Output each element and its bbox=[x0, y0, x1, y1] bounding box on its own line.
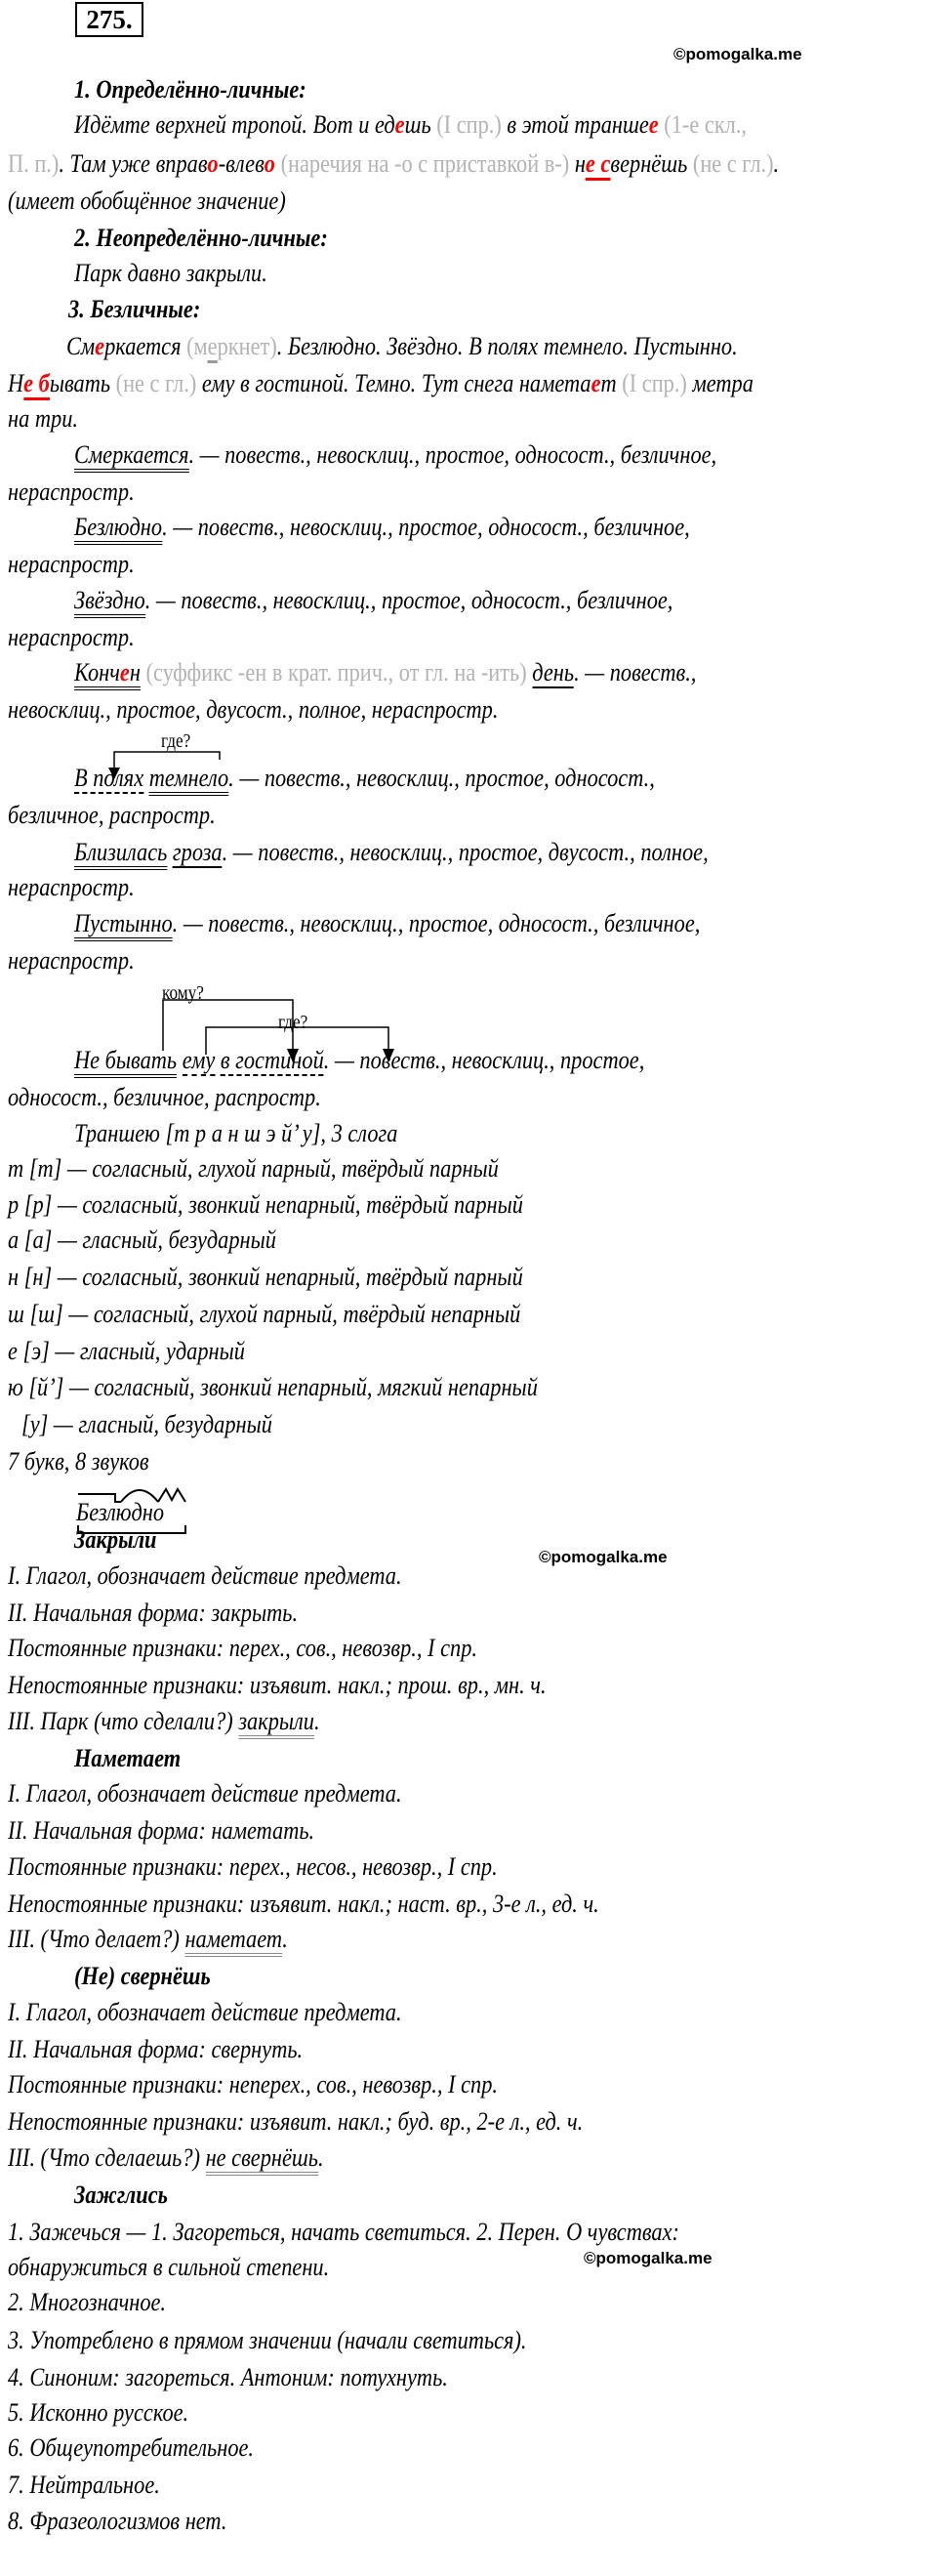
analysis-line: Звёздно. — повеств., невосклиц., простое, односост., безличное, bbox=[74, 585, 672, 616]
section-heading-definite-personal: 1. Определённо-личные: bbox=[74, 75, 306, 104]
phonetic-row: ш [ш] — согласный, глухой парный, твёрдый непарный bbox=[8, 1300, 521, 1328]
analysis-line: безличное, распростр. bbox=[8, 801, 216, 829]
analysis-line: Близилась гроза. — повеств., невосклиц., простое, двусост., полное, bbox=[74, 837, 709, 868]
verb-heading: Наметает bbox=[74, 1744, 182, 1772]
phonetic-row: т [т] — согласный, глухой парный, твёрдый парный bbox=[8, 1154, 499, 1183]
phonetic-row: [у] — гласный, безударный bbox=[21, 1410, 272, 1438]
phonetic-row: а [а] — гласный, безударный bbox=[8, 1226, 276, 1254]
sentence-line: П. п.). Там уже вправо-влево (наречия на -о с приставкой в-) не свернёшь (не с гл.). bbox=[8, 148, 779, 180]
question-label: где? bbox=[278, 1012, 308, 1033]
analysis-line: нераспростр. bbox=[8, 478, 135, 506]
analysis-line: Пустынно. — повеств., невосклиц., простое, односост., безличное, bbox=[74, 908, 700, 939]
analysis-line: Не бывать ему в гостиной. — повеств., невосклиц., простое, bbox=[74, 1045, 644, 1076]
morph-line: Непостоянные признаки: изъявит. накл.; прош. вр., мн. ч. bbox=[8, 1671, 547, 1699]
task-number: 275. bbox=[75, 2, 143, 37]
lexical-item: 6. Общеупотребительное. bbox=[8, 2433, 255, 2462]
question-label: кому? bbox=[162, 982, 204, 1004]
morph-line: Постоянные признаки: неперех., сов., невозвр., I спр. bbox=[8, 2070, 498, 2098]
morph-line: Постоянные признаки: перех., несов., невозвр., I спр. bbox=[8, 1852, 498, 1881]
question-label: где? bbox=[161, 730, 191, 752]
morph-line: II. Начальная форма: закрыть. bbox=[8, 1599, 299, 1627]
phonetic-row: р [р] — согласный, звонкий непарный, твёрдый парный bbox=[8, 1190, 523, 1219]
watermark: ©pomogalka.me bbox=[584, 2249, 713, 2267]
morph-line: Непостоянные признаки: изъявит. накл.; наст. вр., 3-е л., ед. ч. bbox=[8, 1890, 599, 1918]
verb-heading: Закрыли bbox=[74, 1525, 157, 1554]
phonetic-title: Траншею [т р а н ш э й’ у], 3 слога bbox=[74, 1119, 398, 1147]
section-heading-indefinite-personal: 2. Неопределённо-личные: bbox=[74, 224, 328, 252]
sentence-line: Смеркается (меркнет). Безлюдно. Звёздно. В полях темнело. Пустынно. bbox=[66, 331, 738, 362]
sentence-line: (имеет обобщённое значение) bbox=[8, 187, 286, 215]
analysis-line: нераспростр. bbox=[8, 623, 135, 651]
lexical-item: 2. Многозначное. bbox=[8, 2288, 167, 2316]
analysis-line: Смеркается. — повеств., невосклиц., простое, односост., безличное, bbox=[74, 439, 716, 471]
phonetic-summary: 7 букв, 8 звуков bbox=[8, 1447, 149, 1475]
analysis-line: Кончен (суффикс -ен в крат. прич., от гл. на -ить) день. — повеств., bbox=[74, 657, 696, 688]
phonetic-row: е [э] — гласный, ударный bbox=[8, 1337, 245, 1365]
lexical-item: 5. Исконно русское. bbox=[8, 2398, 189, 2427]
lexical-item: 4. Синоним: загореться. Антоним: потухнуть. bbox=[8, 2363, 448, 2391]
sentence-line: Идёмте верхней тропой. Вот и едешь (I спр.) в этой траншее (1-е скл., bbox=[74, 110, 748, 139]
morph-line: Непостоянные признаки: изъявит. накл.; буд. вр., 2-е л., ед. ч. bbox=[8, 2107, 584, 2136]
morph-line: II. Начальная форма: свернуть. bbox=[8, 2035, 304, 2063]
sentence-line: Не бывать (не с гл.) ему в гостиной. Темно. Тут снега наметает (I спр.) метра bbox=[8, 368, 754, 399]
lexical-item: 3. Употреблено в прямом значении (начали светиться). bbox=[8, 2326, 527, 2354]
analysis-line: Безлюдно. — повеств., невосклиц., простое, односост., безличное, bbox=[74, 512, 690, 543]
verb-heading: (Не) свернёшь bbox=[74, 1962, 211, 1990]
morph-line: I. Глагол, обозначает действие предмета. bbox=[8, 1998, 402, 2026]
morph-line: Постоянные признаки: перех., сов., невозвр., I спр. bbox=[8, 1634, 477, 1662]
morph-line: III. (Что делает?) наметает. bbox=[8, 1924, 288, 1955]
morph-line: III. Парк (что сделали?) закрыли. bbox=[8, 1706, 320, 1737]
morph-line: I. Глагол, обозначает действие предмета. bbox=[8, 1561, 402, 1590]
section-heading-impersonal: 3. Безличные: bbox=[68, 295, 201, 323]
morph-line: III. (Что сделаешь?) не свернёшь. bbox=[8, 2142, 324, 2174]
lexical-item: 7. Нейтральное. bbox=[8, 2471, 160, 2499]
morph-line: II. Начальная форма: наметать. bbox=[8, 1816, 315, 1845]
lexical-item: обнаружиться в сильной степени. bbox=[8, 2253, 330, 2281]
analysis-line: односост., безличное, распростр. bbox=[8, 1083, 321, 1111]
analysis-line: нераспростр. bbox=[8, 946, 135, 975]
lexical-heading: Зажглись bbox=[74, 2181, 168, 2209]
phonetic-row: н [н] — согласный, звонкий непарный, твёрдый парный bbox=[8, 1263, 523, 1291]
sentence-line: на три. bbox=[8, 404, 78, 433]
analysis-line: невосклиц., простое, двусост., полное, нераспростр. bbox=[8, 695, 499, 724]
morph-line: I. Глагол, обозначает действие предмета. bbox=[8, 1779, 402, 1807]
analysis-line: нераспростр. bbox=[8, 873, 135, 901]
morpheme-word: Безлюдно bbox=[76, 1498, 165, 1526]
watermark: ©pomogalka.me bbox=[539, 1548, 668, 1566]
analysis-line: В полях темнело. — повеств., невосклиц., простое, односост., bbox=[74, 763, 655, 794]
sentence-line: Парк давно закрыли. bbox=[74, 259, 267, 287]
lexical-item: 8. Фразеологизмов нет. bbox=[8, 2507, 227, 2535]
analysis-line: нераспростр. bbox=[8, 550, 135, 578]
watermark: ©pomogalka.me bbox=[673, 45, 802, 63]
phonetic-row: ю [й’] — согласный, звонкий непарный, мягкий непарный bbox=[8, 1373, 538, 1401]
lexical-item: 1. Зажечься — 1. Загореться, начать светиться. 2. Перен. О чувствах: bbox=[8, 2218, 679, 2246]
